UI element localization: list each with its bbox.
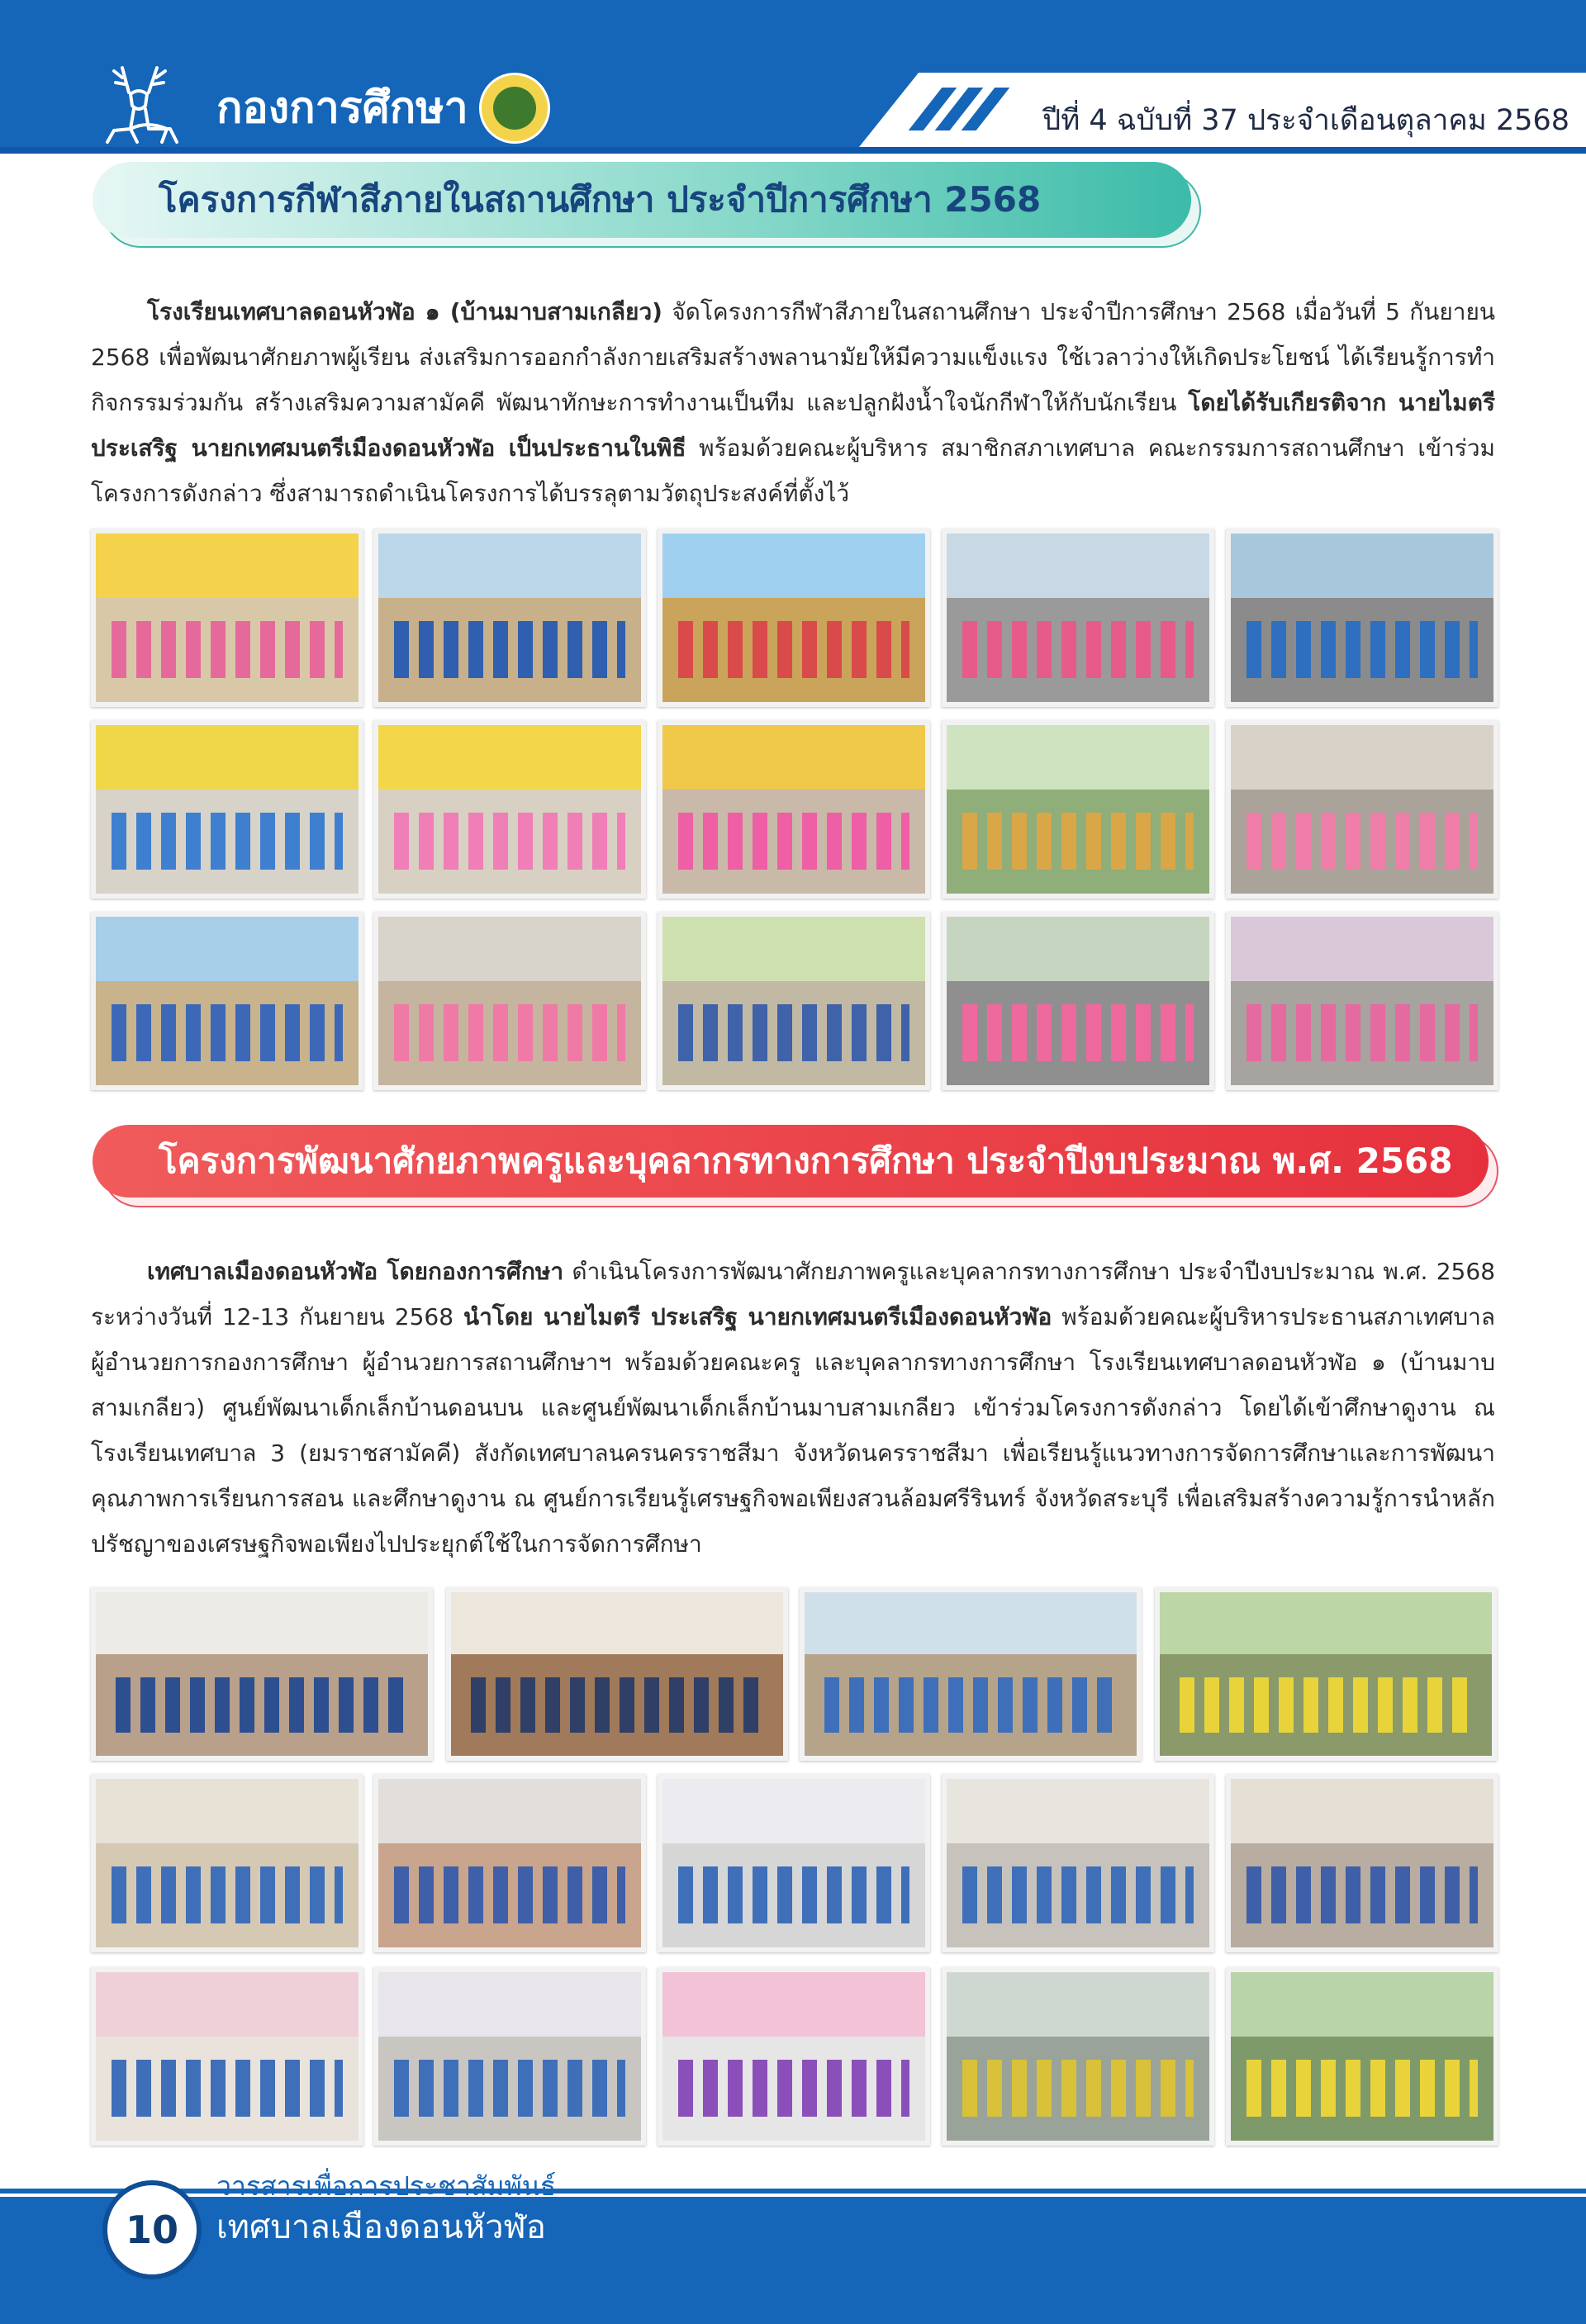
section1-title-banner [93,162,1191,238]
sports-day-photo [658,720,930,899]
section2-title: โครงการพัฒนาศักยภาพครูและบุคลากรทางการศึกษา ประจำปีงบประมาณ พ.ศ. 2568 [159,1141,1453,1181]
sports-day-photo [1226,912,1498,1090]
footer-journal-label: วารสารเพื่อการประชาสัมพันธ์ [216,2170,557,2202]
section1-body2: พร้อมด้วยคณะผู้บริหาร สมาชิกสภาเทศบาล คณะกรรมการสถานศึกษา เข้าร่วมโครงการดังกล่าว ซึ่งสามารถดำเนินโครงการได้บรรลุตามวัตถุประสงค์ที่ตั้งไว้ [91,434,1496,507]
teacher-training-photo [1226,1967,1498,2146]
section2-body2: พร้อมด้วยคณะผู้บริหารประธานสภาเทศบาล ผู้อำนวยการกองการศึกษา ผู้อำนวยการสถานศึกษาฯ พร้อมด้วยคณะครู และบุคลากรทางการศึกษา โรงเรียนเทศบาลดอนหัวฬ่อ ๑ (บ้านมาบสามเกลียว) ศูนย์พัฒนาเด็กเล็กบ้านดอนบน และศูนย์พัฒนาเด็กเล็กบ้านมาบสามเกลียว เข้าร่วมโครงการดังกล่าว โดยได้เข้าศึกษาดูงาน ณ โรงเรียนเทศบาล 3 (ยมราชสามัคคี) สังกัดเทศบาลนครนครราชสีมา จังหวัดนครราชสีมา เพื่อเรียนรู้แนวทางการจัดการศึกษาและการพัฒนาคุณภาพการเรียนการสอน และศึกษาดูงาน ณ ศูนย์การเรียนรู้เศรษฐกิจพอเพียงสวนล้อมศรีรินทร์ จังหวัดสระบุรี เพื่อเสริมสร้างความรู้การนำหลักปรัชญาของเศรษฐกิจพอเพียงไปประยุกต์ใช้ในการจัดการศึกษา [91,1303,1495,1558]
section2-paragraph [91,1249,1495,1567]
teacher-training-photo [91,1774,363,1952]
sports-day-photo [373,720,646,899]
section1-body1: จัดโครงการกีฬาสีภายในสถานศึกษา ประจำปีการศึกษา 2568 เมื่อวันที่ 5 กันยายน 2568 เพื่อพัฒนาศักยภาพผู้เรียน ส่งเสริมการออกกำลังกายเสริมสร้างพลานามัยให้มีความแข็งแรง ใช้เวลาว่างให้เกิดประโยชน์ ได้เรียนรู้การทำกิจกรรมร่วมกัน สร้างเสริมความสามัคคี พัฒนาทักษะการทำงานเป็นทีม และปลูกฝังน้ำใจนักกีฬาให้กับนักเรียน [91,298,1496,416]
department-title: กองการศึกษา [216,83,468,133]
section1-bold1: โดยได้รับเกียรติจาก นายไมตรี ประเสริฐ นายกเทศมนตรีเมืองดอนหัวฬ่อ เป็นประธานในพิธี [91,389,1495,462]
teacher-training-photo [446,1587,788,1761]
teacher-training-photo [91,1967,363,2146]
sports-day-photo [91,720,363,899]
issue-info: ปีที่ 4 ฉบับที่ 37 ประจำเดือนตุลาคม 2568 [1042,104,1570,137]
teacher-training-photo [1226,1774,1498,1952]
sports-day-photo [658,912,930,1090]
sports-day-photo [1226,720,1498,899]
teacher-training-photo [1155,1587,1497,1761]
header-strip [0,147,1586,154]
teacher-training-photo [373,1967,646,2146]
section2-lead: เทศบาลเมืองดอนหัวฬ่อ โดยกองการศึกษา [147,1258,564,1285]
page-number: 10 [102,2180,202,2279]
section2-title-banner [93,1125,1489,1198]
municipality-seal-icon [479,73,550,144]
sports-day-photo [942,912,1214,1090]
section1-title: โครงการกีฬาสีภายในสถานศึกษา ประจำปีการศึกษา 2568 [159,179,1042,220]
sports-day-photo [1226,529,1498,707]
footer-municipality-name: เทศบาลเมืองดอนหัวฬ่อ [216,2208,546,2246]
teacher-training-photo [942,1967,1214,2146]
sports-day-photo [942,529,1214,707]
teacher-training-photo [942,1774,1214,1952]
sports-day-photo [91,529,363,707]
sports-day-photo [91,912,363,1090]
section2-body1: ดำเนินโครงการพัฒนาศักยภาพครูและบุคลากรทางการศึกษา ประจำปีงบประมาณ พ.ศ. 2568 ระหว่างวันที่ 12-13 กันยายน 2568 [91,1258,1496,1330]
sports-day-photo [658,529,930,707]
sports-day-photo [373,529,646,707]
sports-day-photo [373,912,646,1090]
section2-bold1: นำโดย นายไมตรี ประเสริฐ นายกเทศมนตรีเมืองดอนหัวฬ่อ [463,1303,1052,1330]
teacher-training-photo [373,1774,646,1952]
teacher-training-photo [91,1587,433,1761]
deer-icon [97,59,197,145]
sports-day-photo [942,720,1214,899]
teacher-training-photo [800,1587,1142,1761]
teacher-training-photo [658,1967,930,2146]
teacher-training-photo [658,1774,930,1952]
section1-lead: โรงเรียนเทศบาลดอนหัวฬ่อ ๑ (บ้านมาบสามเกลียว) [147,298,662,325]
section1-paragraph [91,289,1495,516]
